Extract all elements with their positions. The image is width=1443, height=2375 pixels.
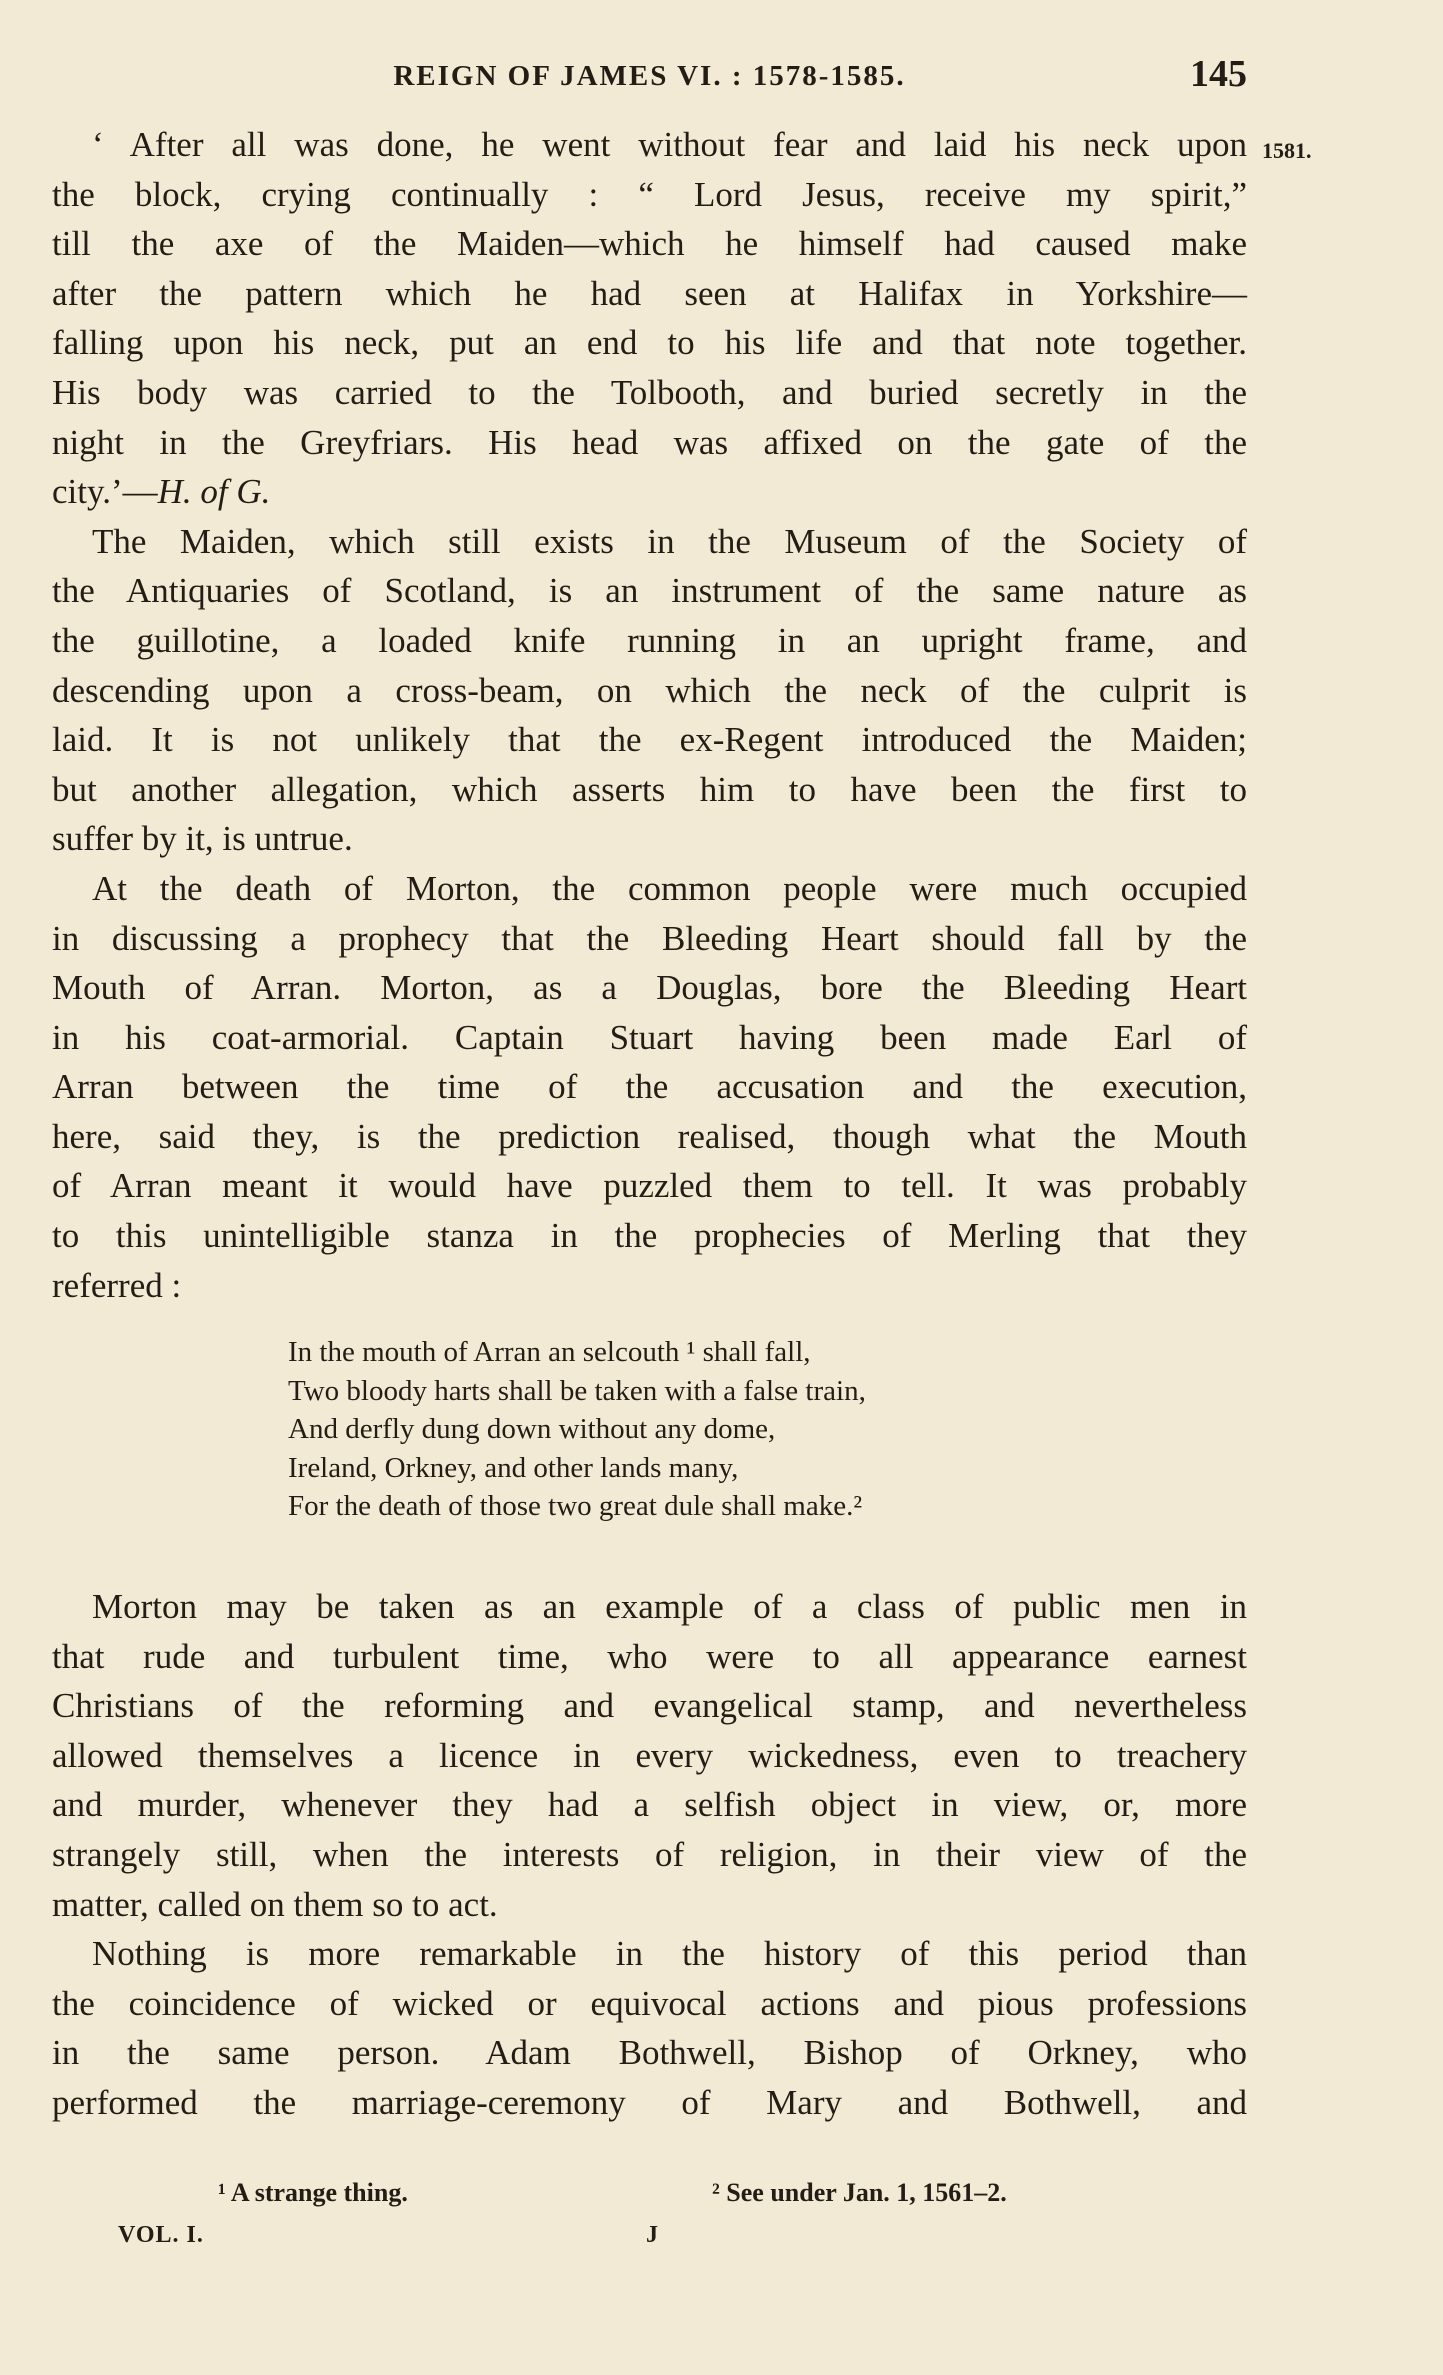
verse-line: And derfly dung down without any dome, xyxy=(288,1413,776,1446)
text-line: strangely still, when the interests of religion, in their view of the xyxy=(52,1834,1247,1874)
footnotes xyxy=(218,2178,1118,2218)
text-line: matter, called on them so to act. xyxy=(52,1884,498,1924)
text-line: Christians of the reforming and evangelical stamp, and nevertheless xyxy=(52,1686,1247,1726)
running-head: REIGN OF JAMES VI. : 1578-1585. xyxy=(393,60,906,92)
verse-line: Ireland, Orkney, and other lands many, xyxy=(288,1451,739,1484)
paragraph-quotation xyxy=(52,120,1247,517)
text-line: allowed themselves a licence in every wickedness, even to treachery xyxy=(52,1735,1247,1775)
footnote-1: ¹ A strange thing. xyxy=(218,2178,408,2207)
text-line: that rude and turbulent time, who were to all appearance earnest xyxy=(52,1636,1247,1676)
main-text-lower xyxy=(52,1582,1247,2128)
text-line: falling upon his neck, put an end to his life and that note together. xyxy=(52,323,1247,363)
text-line: ‘ After all was done, he went without fear and laid his neck upon xyxy=(92,125,1247,164)
verse-line: Two bloody harts shall be taken with a false train, xyxy=(288,1374,866,1407)
text-line: Morton may be taken as an example of a class of public men in xyxy=(92,1587,1247,1626)
text-line: in his coat-armorial. Captain Stuart having been made Earl of xyxy=(52,1017,1247,1057)
signature-mark: J xyxy=(646,2222,659,2248)
page-header xyxy=(52,52,1247,102)
verse-stanza xyxy=(288,1333,1128,1526)
signature-line xyxy=(118,2222,678,2262)
text-line: and murder, whenever they had a selfish object in view, or, more xyxy=(52,1785,1247,1825)
footnote-2: ² See under Jan. 1, 1561–2. xyxy=(712,2178,1007,2207)
text-line: of Arran meant it would have puzzled them to tell. It was probably xyxy=(52,1166,1247,1206)
paragraph-morton xyxy=(52,1582,1247,1929)
citation: H. of G. xyxy=(157,472,271,512)
text-line: in discussing a prophecy that the Bleeding Heart should fall by the xyxy=(52,918,1247,958)
text-line: but another allegation, which asserts him to have been the first to xyxy=(52,769,1247,809)
main-text-upper xyxy=(52,120,1247,1310)
paragraph-prophecy xyxy=(52,864,1247,1310)
page-number: 145 xyxy=(1190,53,1247,95)
paragraph-coincidence xyxy=(52,1929,1247,2127)
text-line: the coincidence of wicked or equivocal actions and pious professions xyxy=(52,1983,1247,2023)
text-line: At the death of Morton, the common people were much occupied xyxy=(92,868,1247,908)
text-line: the guillotine, a loaded knife running in an upright frame, and xyxy=(52,620,1247,660)
text-line: night in the Greyfriars. His head was affixed on the gate of the xyxy=(52,422,1247,462)
text-line: Arran between the time of the accusation and the execution, xyxy=(52,1067,1247,1107)
text-line: till the axe of the Maiden—which he himself had caused make xyxy=(52,224,1247,264)
text-line: after the pattern which he had seen at Halifax in Yorkshire— xyxy=(52,273,1247,313)
verse-line: For the death of those two great dule shall make.² xyxy=(288,1490,863,1523)
paragraph-maiden xyxy=(52,517,1247,864)
text-line: performed the marriage-ceremony of Mary and Bothwell, and xyxy=(52,2082,1247,2122)
text-line: to this unintelligible stanza in the prophecies of Merling that they xyxy=(52,1216,1247,1256)
text-line: descending upon a cross-beam, on which the neck of the culprit is xyxy=(52,670,1247,710)
text-line: Nothing is more remarkable in the history of this period than xyxy=(92,1934,1247,1974)
text-line: the block, crying continually : “ Lord Jesus, receive my spirit,” xyxy=(52,174,1247,214)
text-line: suffer by it, is untrue. xyxy=(52,819,353,859)
margin-year: 1581. xyxy=(1262,138,1312,163)
text-line: here, said they, is the prediction realised, though what the Mouth xyxy=(52,1116,1247,1156)
volume-mark: VOL. I. xyxy=(118,2222,204,2248)
text-line: the Antiquaries of Scotland, is an instrument of the same nature as xyxy=(52,571,1247,611)
text-line: His body was carried to the Tolbooth, and buried secretly in the xyxy=(52,372,1247,412)
text-line: The Maiden, which still exists in the Museum of the Society of xyxy=(92,521,1247,561)
verse-line: In the mouth of Arran an selcouth ¹ shall fall, xyxy=(288,1336,811,1368)
text-line: in the same person. Adam Bothwell, Bishop of Orkney, who xyxy=(52,2033,1247,2073)
text-line: Mouth of Arran. Morton, as a Douglas, bore the Bleeding Heart xyxy=(52,968,1247,1008)
text-line xyxy=(52,467,1247,517)
text-line: laid. It is not unlikely that the ex-Regent introduced the Maiden; xyxy=(52,720,1247,760)
text-line: referred : xyxy=(52,1265,182,1305)
quotation-end: city.’— xyxy=(52,472,158,512)
